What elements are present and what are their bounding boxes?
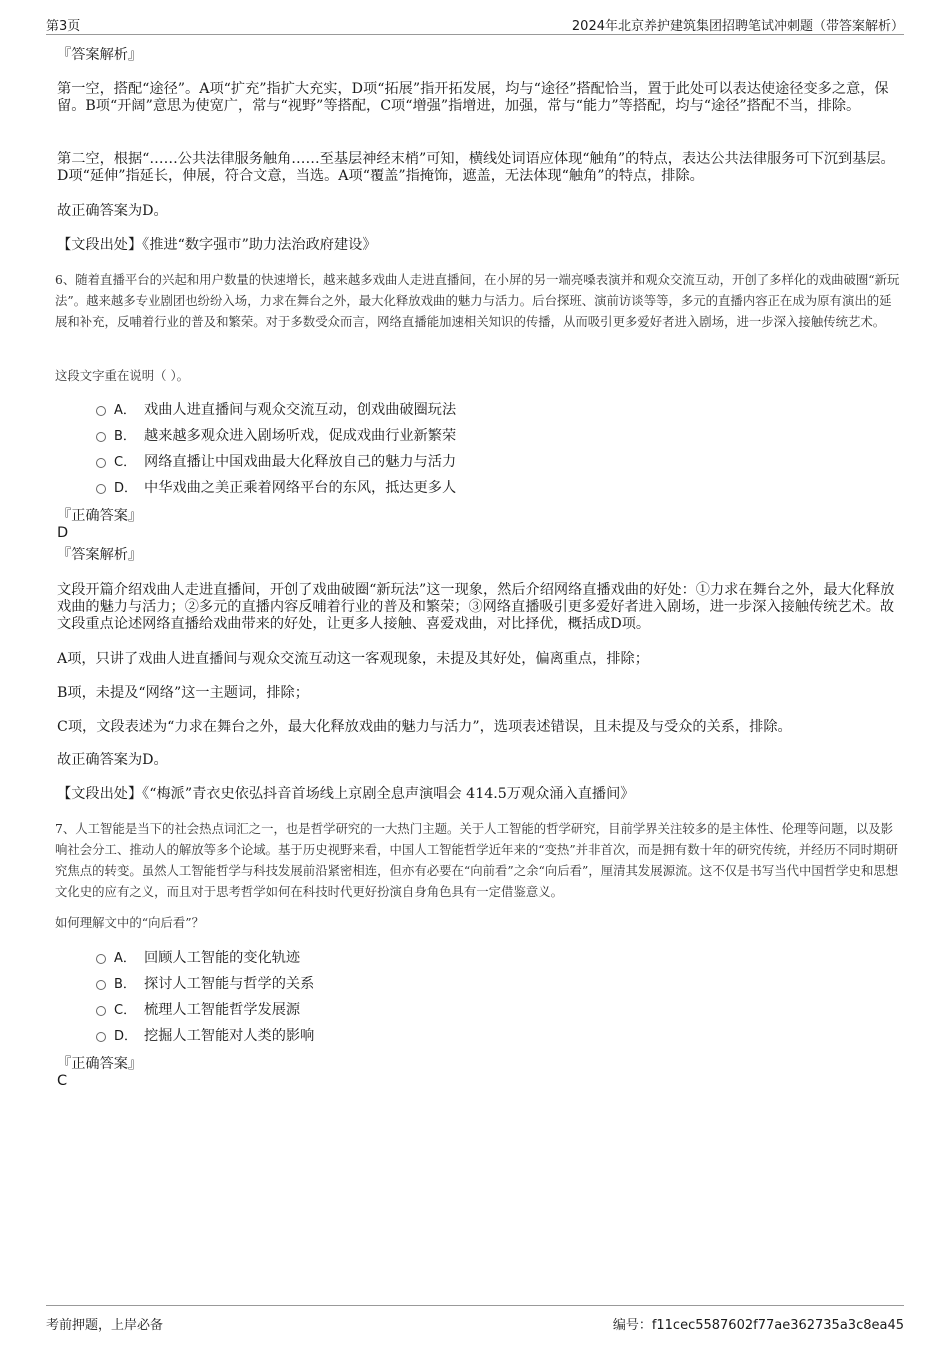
page-number: 第3页 xyxy=(46,19,81,34)
correct-answer-label: 『正确答案』 xyxy=(57,1056,143,1072)
analysis-conclusion: 故正确答案为D。 xyxy=(57,203,168,219)
document-id: 编号：f11cec5587602f77ae362735a3c8ea45 xyxy=(612,1318,904,1333)
question-6-option-d[interactable]: D． 中华戏曲之美正乘着网络平台的东风，抵达更多人 xyxy=(96,479,456,498)
correct-answer-label: 『正确答案』 xyxy=(57,508,143,524)
source-citation: 【文段出处】《推进“数字强市”助力法治政府建设》 xyxy=(57,237,377,253)
radio-icon[interactable] xyxy=(96,458,106,468)
correct-answer-value: C xyxy=(57,1073,68,1089)
radio-icon[interactable] xyxy=(96,1006,106,1016)
question-7-option-a[interactable]: A． 回顾人工智能的变化轨迹 xyxy=(96,949,300,968)
question-6-option-a[interactable]: A． 戏曲人进直播间与观众交流互动，创戏曲破圈玩法 xyxy=(96,401,456,420)
analysis-label: 『答案解析』 xyxy=(57,547,143,563)
correct-answer-value: D xyxy=(57,525,69,541)
question-7-option-d[interactable]: D． 挖掘人工智能对人类的影响 xyxy=(96,1027,314,1046)
question-6-option-c[interactable]: C． 网络直播让中国戏曲最大化释放自己的魅力与活力 xyxy=(96,453,456,472)
analysis-option-c: C项，文段表述为“力求在舞台之外，最大化释放戏曲的魅力与活力”，选项表述错误，且未提及与受众的关系，排除。 xyxy=(57,719,792,735)
question-7-option-b[interactable]: B． 探讨人工智能与哲学的关系 xyxy=(96,975,314,994)
analysis-option-a: A项，只讲了戏曲人进直播间与观众交流互动这一客观现象，未提及其好处，偏离重点，排除； xyxy=(57,651,649,667)
question-7-option-c[interactable]: C． 梳理人工智能哲学发展源 xyxy=(96,1001,300,1020)
analysis-paragraph-2: 第二空，根据“……公共法律服务触角……至基层神经末梢”可知，横线处词语应体现“触角”的特点，表达公共法律服务可下沉到基层。D项“延伸”指延长，伸展，符合文意，当选。A项“覆盖”指掩饰，遮盖，无法体现“触角”的特点，排除。 xyxy=(57,151,895,184)
analysis-paragraph-1: 文段开篇介绍戏曲人走进直播间，开创了戏曲破圈“新玩法”这一现象，然后介绍网络直播戏曲的好处：①力求在舞台之外，最大化释放戏曲的魅力与活力；②多元的直播内容反哺着行业的普及和繁荣；③网络直播吸引更多爱好者进入剧场，进一步深入接触传统艺术。故文段重点论述网络直播给戏曲带来的好处，让更多人接触、喜爱戏曲，对比择优，概括成D项。 xyxy=(57,582,895,632)
analysis-option-b: B项，未提及“网络”这一主题词，排除； xyxy=(57,685,309,701)
radio-icon[interactable] xyxy=(96,432,106,442)
page-footer xyxy=(46,1305,904,1336)
radio-icon[interactable] xyxy=(96,484,106,494)
document-title: 2024年北京养护建筑集团招聘笔试冲刺题（带答案解析） xyxy=(571,19,904,34)
radio-icon[interactable] xyxy=(96,980,106,990)
question-7-prompt: 如何理解文中的“向后看”？ xyxy=(55,915,204,930)
question-6-prompt: 这段文字重在说明（ ）。 xyxy=(55,368,190,383)
question-6-option-b[interactable]: B． 越来越多观众进入剧场听戏，促成戏曲行业新繁荣 xyxy=(96,427,456,446)
radio-icon[interactable] xyxy=(96,406,106,416)
analysis-label: 『答案解析』 xyxy=(57,47,143,63)
radio-icon[interactable] xyxy=(96,954,106,964)
analysis-paragraph-1: 第一空，搭配“途径”。A项“扩充”指扩大充实，D项“拓展”指开拓发展，均与“途径”搭配恰当，置于此处可以表达使途径变多之意，保留。B项“开阔”意思为使宽广，常与“视野”等搭配，C项“增强”指增进，加强，常与“能力”等搭配，均与“途径”搭配不当，排除。 xyxy=(57,81,889,114)
source-citation: 【文段出处】《“梅派”青衣史依弘抖音首场线上京剧全息声演唱会 414.5万观众涌入直播间》 xyxy=(57,786,635,802)
question-6-stem: 6、随着直播平台的兴起和用户数量的快速增长，越来越多戏曲人走进直播间，在小屏的另一端亮嗓表演并和观众交流互动，开创了多样化的戏曲破圈“新玩法”。越来越多专业剧团也纷纷入场，力求在舞台之外，最大化释放戏曲的魅力与活力。后台探班、演前访谈等等，多元的直播内容正在成为原有演出的延展和补充，反哺着行业的普及和繁荣。对于多数受众而言，网络直播能加速相关知识的传播，从而吸引更多爱好者进入剧场，进一步深入接触传统艺术。 xyxy=(55,272,900,329)
footer-slogan: 考前押题，上岸必备 xyxy=(46,1318,164,1333)
page-header xyxy=(46,12,904,35)
question-7-stem: 7、人工智能是当下的社会热点词汇之一，也是哲学研究的一大热门主题。关于人工智能的哲学研究，目前学界关注较多的是主体性、伦理等问题，以及影响社会分工、推动人的解放等多个论域。基于历史视野来看，中国人工智能哲学近年来的“变热”并非首次，而是拥有数十年的研究传统，并经历不同时期研究焦点的转变。虽然人工智能哲学与科技发展前沿紧密相连，但亦有必要在“向前看”之余“向后看”，厘清其发展源流。这不仅是书写当代中国哲学史和思想文化史的应有之义，而且对于思考哲学如何在科技时代更好扮演自身角色具有一定借鉴意义。 xyxy=(55,821,899,899)
radio-icon[interactable] xyxy=(96,1032,106,1042)
analysis-conclusion: 故正确答案为D。 xyxy=(57,752,168,768)
